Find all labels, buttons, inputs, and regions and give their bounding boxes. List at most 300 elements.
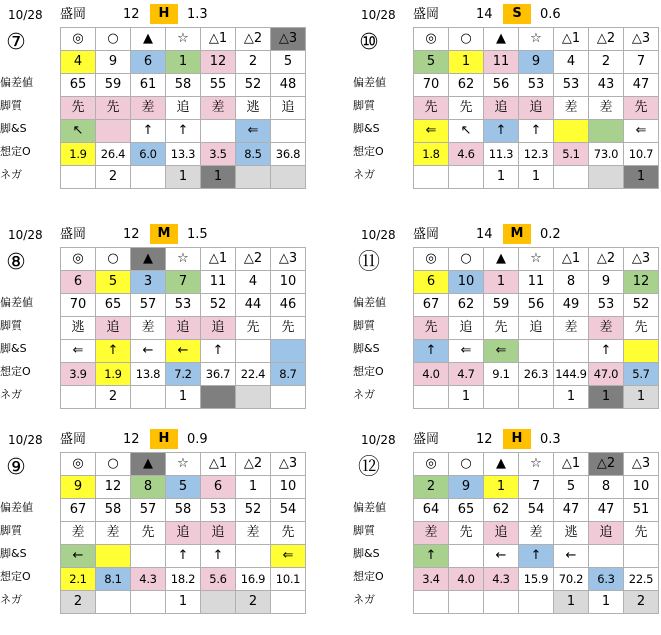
running-style-cell: 差: [554, 317, 589, 340]
row-label-hensachi: 偏差値: [0, 296, 33, 309]
leg-speed-cell: [271, 340, 306, 363]
mark-cell: ☆: [166, 248, 201, 271]
horse-number-row: [61, 51, 306, 74]
nega-cell: 2: [96, 166, 131, 189]
running-style-cell: 差: [201, 97, 236, 120]
hensachi-cell: 70: [61, 294, 96, 317]
pace-badge: S: [503, 4, 531, 24]
nega-cell: [271, 166, 306, 189]
odds-cell: 12.3: [519, 143, 554, 166]
leg-speed-row: [61, 545, 306, 568]
odds-cell: 7.2: [166, 363, 201, 386]
row-label-odds: 想定O: [0, 570, 31, 583]
running-style-cell: 差: [414, 522, 449, 545]
running-style-cell: 追: [201, 317, 236, 340]
mark-cell: ○: [449, 453, 484, 476]
nega-cell: [201, 591, 236, 614]
hensachi-cell: 58: [166, 499, 201, 522]
odds-cell: 4.6: [449, 143, 484, 166]
odds-cell: 3.5: [201, 143, 236, 166]
pace-badge: H: [503, 429, 531, 449]
mark-cell: ◎: [61, 453, 96, 476]
horse-number-cell: 2: [236, 51, 271, 74]
horse-number-row: [414, 271, 659, 294]
odds-cell: 5.7: [624, 363, 659, 386]
nega-cell: [589, 166, 624, 189]
odds-cell: 22.5: [624, 568, 659, 591]
mark-cell: △2: [589, 28, 624, 51]
odds-cell: 26.4: [96, 143, 131, 166]
pace-badge: M: [150, 224, 178, 244]
hensachi-cell: 65: [61, 74, 96, 97]
running-style-cell: 追: [166, 522, 201, 545]
hensachi-cell: 59: [484, 294, 519, 317]
leg-speed-cell: ⇐: [449, 340, 484, 363]
hensachi-cell: 67: [414, 294, 449, 317]
leg-speed-cell: [554, 340, 589, 363]
running-style-cell: 追: [449, 317, 484, 340]
nega-cell: [449, 591, 484, 614]
leg-speed-row: [61, 340, 306, 363]
horse-number-cell: 6: [414, 271, 449, 294]
running-style-cell: 先: [96, 97, 131, 120]
mark-cell: △1: [554, 28, 589, 51]
row-label-speed: 脚&S: [0, 547, 27, 560]
running-style-cell: 先: [449, 97, 484, 120]
odds-cell: 8.5: [236, 143, 271, 166]
leg-speed-cell: [96, 120, 131, 143]
running-style-cell: 先: [271, 317, 306, 340]
field-size: 14: [476, 7, 493, 22]
odds-cell: 13.8: [131, 363, 166, 386]
leg-speed-cell: ←: [484, 545, 519, 568]
race-header: [0, 4, 320, 26]
hensachi-row: [414, 499, 659, 522]
running-style-row: [414, 97, 659, 120]
running-style-row: [61, 317, 306, 340]
running-style-cell: 先: [624, 522, 659, 545]
nega-row: [61, 166, 306, 189]
leg-speed-cell: ↑: [519, 545, 554, 568]
leg-speed-cell: [271, 120, 306, 143]
running-style-cell: 差: [519, 522, 554, 545]
row-label-nega: ネガ: [0, 388, 22, 401]
leg-speed-cell: ↖: [449, 120, 484, 143]
horse-number-cell: 10: [271, 476, 306, 499]
horse-number-cell: 11: [519, 271, 554, 294]
horse-number-cell: 12: [96, 476, 131, 499]
race-table: [60, 27, 306, 189]
horse-number-cell: 10: [449, 271, 484, 294]
leg-speed-cell: ⇐: [624, 120, 659, 143]
horse-number-row: [61, 476, 306, 499]
leg-speed-cell: ⇐: [61, 340, 96, 363]
running-style-cell: 追: [201, 522, 236, 545]
mark-cell: △2: [236, 453, 271, 476]
horse-number-row: [61, 271, 306, 294]
leg-speed-cell: ←: [554, 545, 589, 568]
hensachi-cell: 52: [201, 294, 236, 317]
odds-cell: 11.3: [484, 143, 519, 166]
race-date: 10/28: [8, 433, 43, 447]
odds-cell: 1.9: [96, 363, 131, 386]
leg-speed-cell: ←: [61, 545, 96, 568]
hensachi-cell: 52: [236, 74, 271, 97]
hensachi-cell: 58: [96, 499, 131, 522]
race-panel-6: [353, 429, 661, 629]
pace-value: 0.9: [187, 432, 208, 447]
row-label-speed: 脚&S: [353, 122, 380, 135]
running-style-cell: 先: [414, 317, 449, 340]
mark-cell: △2: [589, 248, 624, 271]
mark-cell: △3: [271, 248, 306, 271]
hensachi-cell: 57: [131, 294, 166, 317]
leg-speed-cell: ↑: [166, 545, 201, 568]
horse-number-cell: 8: [589, 476, 624, 499]
field-size: 12: [476, 432, 493, 447]
running-style-cell: 先: [236, 317, 271, 340]
pace-badge: H: [150, 4, 178, 24]
race-number: ⑫: [357, 455, 380, 480]
leg-speed-cell: ⇐: [414, 120, 449, 143]
horse-number-cell: 6: [201, 476, 236, 499]
horse-number-cell: 1: [484, 271, 519, 294]
mark-cell: △2: [236, 248, 271, 271]
leg-speed-cell: ←: [131, 340, 166, 363]
hensachi-cell: 58: [166, 74, 201, 97]
odds-cell: 4.0: [449, 568, 484, 591]
mark-cell: △1: [201, 28, 236, 51]
row-label-odds: 想定O: [0, 145, 31, 158]
leg-speed-row: [414, 120, 659, 143]
odds-row: [61, 568, 306, 591]
race-header: [0, 429, 320, 451]
race-table: [60, 452, 306, 614]
nega-cell: 2: [624, 591, 659, 614]
hensachi-cell: 62: [449, 294, 484, 317]
row-label-nega: ネガ: [0, 593, 22, 606]
hensachi-cell: 47: [589, 499, 624, 522]
horse-number-cell: 12: [201, 51, 236, 74]
horse-number-cell: 6: [61, 271, 96, 294]
odds-cell: 26.3: [519, 363, 554, 386]
leg-speed-cell: [624, 340, 659, 363]
row-label-style: 脚質: [353, 99, 375, 112]
nega-row: [61, 386, 306, 409]
race-panel-3: [0, 224, 320, 424]
nega-row: [414, 166, 659, 189]
hensachi-cell: 51: [624, 499, 659, 522]
field-size: 12: [123, 432, 140, 447]
pace-badge: H: [150, 429, 178, 449]
hensachi-cell: 54: [271, 499, 306, 522]
odds-cell: 6.0: [131, 143, 166, 166]
row-label-odds: 想定O: [0, 365, 31, 378]
nega-cell: 1: [519, 166, 554, 189]
mark-cell: △2: [236, 28, 271, 51]
nega-cell: [414, 591, 449, 614]
mark-cell: ○: [449, 28, 484, 51]
leg-speed-row: [414, 340, 659, 363]
odds-cell: 22.4: [236, 363, 271, 386]
race-number: ⑦: [6, 30, 26, 55]
leg-speed-cell: ↑: [519, 120, 554, 143]
nega-cell: [96, 591, 131, 614]
race-header: [0, 224, 320, 246]
horse-number-cell: 1: [484, 476, 519, 499]
pace-value: 1.5: [187, 227, 208, 242]
hensachi-cell: 53: [554, 74, 589, 97]
hensachi-row: [414, 294, 659, 317]
hensachi-cell: 53: [519, 74, 554, 97]
hensachi-cell: 53: [201, 499, 236, 522]
odds-cell: 1.9: [61, 143, 96, 166]
mark-cell: ▲: [131, 248, 166, 271]
mark-cell: ◎: [61, 28, 96, 51]
odds-cell: 16.9: [236, 568, 271, 591]
running-style-cell: 追: [519, 97, 554, 120]
running-style-cell: 追: [484, 97, 519, 120]
pace-value: 0.6: [540, 7, 561, 22]
nega-cell: [449, 166, 484, 189]
mark-cell: ○: [96, 28, 131, 51]
race-venue: 盛岡: [413, 432, 440, 447]
mark-cell: △1: [554, 248, 589, 271]
running-style-cell: 差: [589, 97, 624, 120]
hensachi-cell: 57: [131, 499, 166, 522]
row-label-speed: 脚&S: [353, 342, 380, 355]
hensachi-cell: 67: [61, 499, 96, 522]
row-label-nega: ネガ: [0, 168, 22, 181]
row-label-odds: 想定O: [353, 145, 384, 158]
race-panel-2: [353, 4, 661, 204]
leg-speed-cell: ←: [166, 340, 201, 363]
nega-cell: [61, 166, 96, 189]
nega-cell: 1: [554, 386, 589, 409]
running-style-cell: 先: [449, 522, 484, 545]
running-style-cell: 差: [61, 522, 96, 545]
race-date: 10/28: [8, 228, 43, 242]
nega-cell: 1: [201, 166, 236, 189]
row-label-speed: 脚&S: [353, 547, 380, 560]
leg-speed-cell: ↑: [96, 340, 131, 363]
horse-number-cell: 7: [166, 271, 201, 294]
mark-cell: ▲: [484, 28, 519, 51]
odds-cell: 4.3: [484, 568, 519, 591]
hensachi-cell: 48: [271, 74, 306, 97]
race-venue: 盛岡: [60, 227, 87, 242]
mark-cell: ▲: [131, 453, 166, 476]
nega-cell: [131, 166, 166, 189]
field-size: 12: [123, 227, 140, 242]
running-style-cell: 追: [166, 97, 201, 120]
nega-cell: [484, 591, 519, 614]
nega-cell: [414, 386, 449, 409]
odds-cell: 3.9: [61, 363, 96, 386]
nega-cell: 2: [61, 591, 96, 614]
mark-cell: ☆: [166, 28, 201, 51]
running-style-cell: 先: [484, 317, 519, 340]
horse-number-cell: 4: [61, 51, 96, 74]
mark-row: [414, 248, 659, 271]
row-label-odds: 想定O: [353, 570, 384, 583]
odds-cell: 1.8: [414, 143, 449, 166]
nega-cell: 1: [166, 166, 201, 189]
nega-cell: [236, 166, 271, 189]
race-header: [353, 429, 661, 451]
horse-number-cell: 8: [131, 476, 166, 499]
nega-cell: 1: [624, 166, 659, 189]
row-label-style: 脚質: [353, 524, 375, 537]
horse-number-cell: 5: [96, 271, 131, 294]
nega-cell: 1: [166, 591, 201, 614]
mark-row: [61, 453, 306, 476]
leg-speed-cell: [449, 545, 484, 568]
horse-number-cell: 5: [554, 476, 589, 499]
mark-cell: △3: [624, 28, 659, 51]
nega-cell: [271, 386, 306, 409]
row-label-hensachi: 偏差値: [353, 501, 386, 514]
nega-row: [414, 591, 659, 614]
row-label-style: 脚質: [0, 524, 22, 537]
mark-cell: ◎: [61, 248, 96, 271]
odds-cell: 6.3: [589, 568, 624, 591]
horse-number-cell: 1: [449, 51, 484, 74]
row-label-odds: 想定O: [353, 365, 384, 378]
running-style-cell: 差: [131, 317, 166, 340]
race-table: [413, 247, 659, 409]
running-style-cell: 追: [519, 317, 554, 340]
leg-speed-row: [61, 120, 306, 143]
mark-row: [61, 28, 306, 51]
mark-row: [414, 453, 659, 476]
hensachi-cell: 53: [166, 294, 201, 317]
odds-row: [414, 568, 659, 591]
odds-cell: 10.1: [271, 568, 306, 591]
field-size: 12: [123, 7, 140, 22]
leg-speed-cell: ⇐: [236, 120, 271, 143]
mark-cell: △1: [201, 453, 236, 476]
nega-cell: [131, 386, 166, 409]
nega-cell: [61, 386, 96, 409]
race-date: 10/28: [8, 8, 43, 22]
odds-cell: 47.0: [589, 363, 624, 386]
running-style-row: [414, 522, 659, 545]
running-style-cell: 差: [589, 317, 624, 340]
leg-speed-cell: ↑: [166, 120, 201, 143]
hensachi-cell: 56: [484, 74, 519, 97]
mark-cell: ○: [96, 453, 131, 476]
race-panel-1: [0, 4, 320, 204]
race-venue: 盛岡: [413, 227, 440, 242]
race-number: ⑧: [6, 250, 26, 275]
mark-row: [61, 248, 306, 271]
leg-speed-cell: [589, 545, 624, 568]
leg-speed-cell: ↑: [484, 120, 519, 143]
leg-speed-cell: [554, 120, 589, 143]
odds-cell: 5.6: [201, 568, 236, 591]
leg-speed-cell: ↑: [414, 545, 449, 568]
odds-cell: 4.7: [449, 363, 484, 386]
race-venue: 盛岡: [413, 7, 440, 22]
running-style-row: [414, 317, 659, 340]
leg-speed-cell: ↑: [201, 340, 236, 363]
odds-cell: 70.2: [554, 568, 589, 591]
mark-cell: ◎: [414, 28, 449, 51]
nega-row: [414, 386, 659, 409]
row-label-hensachi: 偏差値: [353, 76, 386, 89]
hensachi-cell: 70: [414, 74, 449, 97]
running-style-cell: 先: [624, 97, 659, 120]
pace-value: 1.3: [187, 7, 208, 22]
odds-cell: 4.3: [131, 568, 166, 591]
horse-number-cell: 10: [624, 476, 659, 499]
odds-cell: 5.1: [554, 143, 589, 166]
row-label-nega: ネガ: [353, 388, 375, 401]
race-table: [413, 27, 659, 189]
field-size: 14: [476, 227, 493, 242]
nega-cell: [236, 386, 271, 409]
running-style-cell: 追: [166, 317, 201, 340]
horse-number-cell: 7: [624, 51, 659, 74]
hensachi-cell: 46: [271, 294, 306, 317]
hensachi-cell: 59: [96, 74, 131, 97]
horse-number-cell: 12: [624, 271, 659, 294]
horse-number-cell: 2: [589, 51, 624, 74]
hensachi-row: [414, 74, 659, 97]
odds-row: [61, 143, 306, 166]
race-date: 10/28: [361, 8, 396, 22]
nega-cell: [519, 386, 554, 409]
race-number: ⑩: [359, 30, 379, 55]
race-header: [353, 224, 661, 246]
leg-speed-cell: [519, 340, 554, 363]
running-style-cell: 追: [484, 522, 519, 545]
hensachi-cell: 61: [131, 74, 166, 97]
running-style-cell: 差: [554, 97, 589, 120]
leg-speed-cell: ↑: [589, 340, 624, 363]
horse-number-cell: 4: [554, 51, 589, 74]
nega-cell: [519, 591, 554, 614]
odds-cell: 18.2: [166, 568, 201, 591]
horse-number-cell: 6: [131, 51, 166, 74]
mark-cell: △2: [589, 453, 624, 476]
odds-cell: 36.7: [201, 363, 236, 386]
running-style-cell: 先: [131, 522, 166, 545]
nega-cell: [131, 591, 166, 614]
nega-cell: 1: [589, 386, 624, 409]
horse-number-cell: 9: [589, 271, 624, 294]
odds-cell: 4.0: [414, 363, 449, 386]
horse-number-cell: 9: [96, 51, 131, 74]
mark-cell: △1: [201, 248, 236, 271]
hensachi-cell: 62: [449, 74, 484, 97]
horse-number-cell: 8: [554, 271, 589, 294]
race-panel-5: [0, 429, 320, 629]
leg-speed-cell: ↑: [131, 120, 166, 143]
row-label-hensachi: 偏差値: [353, 296, 386, 309]
odds-cell: 73.0: [589, 143, 624, 166]
pace-badge: M: [503, 224, 531, 244]
race-table: [60, 247, 306, 409]
mark-row: [414, 28, 659, 51]
odds-cell: 8.7: [271, 363, 306, 386]
mark-cell: ○: [96, 248, 131, 271]
horse-number-cell: 3: [131, 271, 166, 294]
hensachi-cell: 44: [236, 294, 271, 317]
odds-cell: 13.3: [166, 143, 201, 166]
hensachi-cell: 54: [519, 499, 554, 522]
